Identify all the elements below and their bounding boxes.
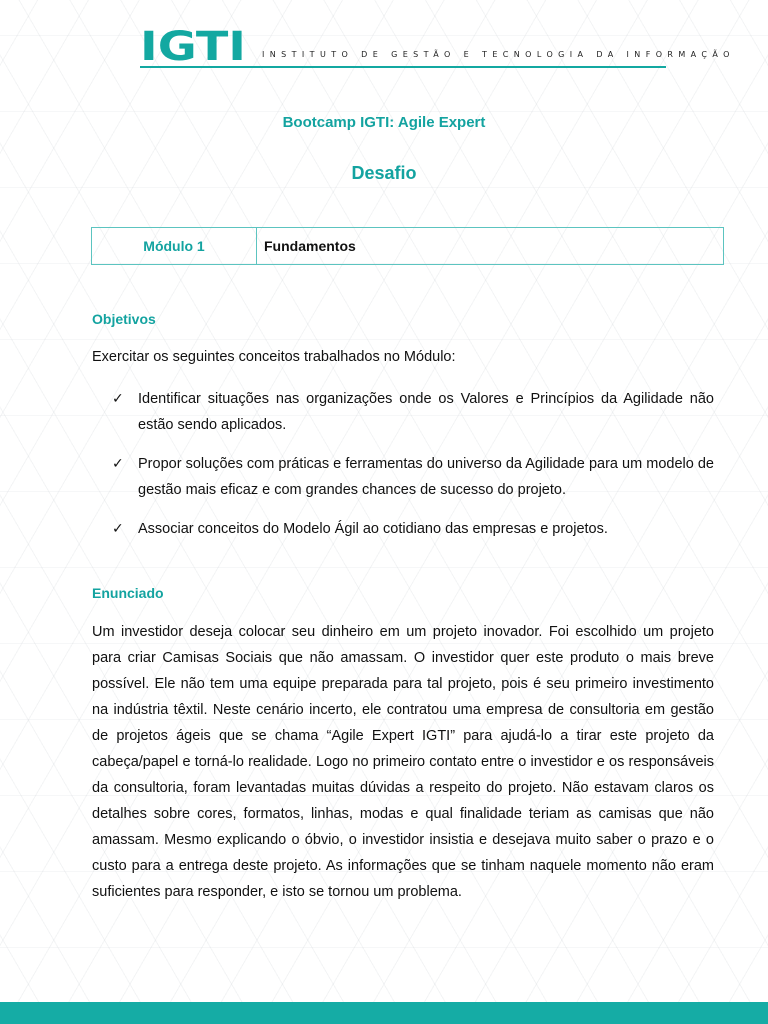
objectives-list (92, 386, 714, 555)
institute-tagline: INSTITUTO DE GESTÃO E TECNOLOGIA DA INFORMAÇÃO (262, 50, 735, 59)
footer-bar (0, 1002, 768, 1024)
list-item-text: Associar conceitos do Modelo Ágil ao cotidiano das empresas e projetos. (138, 521, 608, 537)
checkmark-icon: ✓ (112, 456, 124, 472)
statement-heading: Enunciado (92, 585, 164, 601)
logo-text: IGTI (140, 28, 246, 62)
header-divider (140, 66, 666, 68)
objectives-heading: Objetivos (92, 311, 156, 327)
list-item (92, 451, 714, 503)
document-header (140, 28, 735, 70)
igti-logo (140, 28, 246, 62)
module-number-cell: Módulo 1 (92, 228, 257, 264)
document-title: Desafio (351, 163, 417, 183)
statement-paragraph: Um investidor deseja colocar seu dinheiro em um projeto inovador. Foi escolhido um projeto para criar Camisas Sociais que não amassam. O investidor quer este produto o mais breve possível. Ele não tem uma equipe preparada para tal projeto, pois é seu primeiro investimento na indústria têxtil. Neste cenário incerto, ele contratou uma empresa de consultoria em gestão de projetos ágeis que se chama “Agile Expert IGTI” para ajudá-lo a tirar este projeto da cabeça/papel e torná-lo realidade. Logo no primeiro contato entre o investidor e os responsáveis da consultoria, foram levantadas muitas dúvidas a respeito do projeto. Não estavam claros os detalhes sobre cores, formatos, linhas, modas e qual finalidade teriam as camisas que não amassam. Mesmo explicando o óbvio, o investidor insistia e desejava muito saber o prazo e o custo para a entrega deste projeto. As informações que se tinham naquele momento não eram suficientes para responder, e isto se tornou um problema. (92, 624, 714, 900)
module-name-cell: Fundamentos (264, 238, 356, 254)
list-item-text: Identificar situações nas organizações onde os Valores e Princípios da Agilidade não estão sendo aplicados. (138, 391, 714, 433)
objectives-intro: Exercitar os seguintes conceitos trabalhados no Módulo: (92, 349, 456, 365)
list-item (92, 516, 714, 542)
bootcamp-title: Bootcamp IGTI: Agile Expert (282, 114, 486, 131)
list-item-text: Propor soluções com práticas e ferramentas do universo da Agilidade para um modelo de gestão mais eficaz e com grandes chances de sucesso do projeto. (138, 456, 714, 498)
checkmark-icon: ✓ (112, 521, 124, 537)
list-item (92, 386, 714, 438)
checkmark-icon: ✓ (112, 391, 124, 407)
module-table (91, 227, 724, 265)
